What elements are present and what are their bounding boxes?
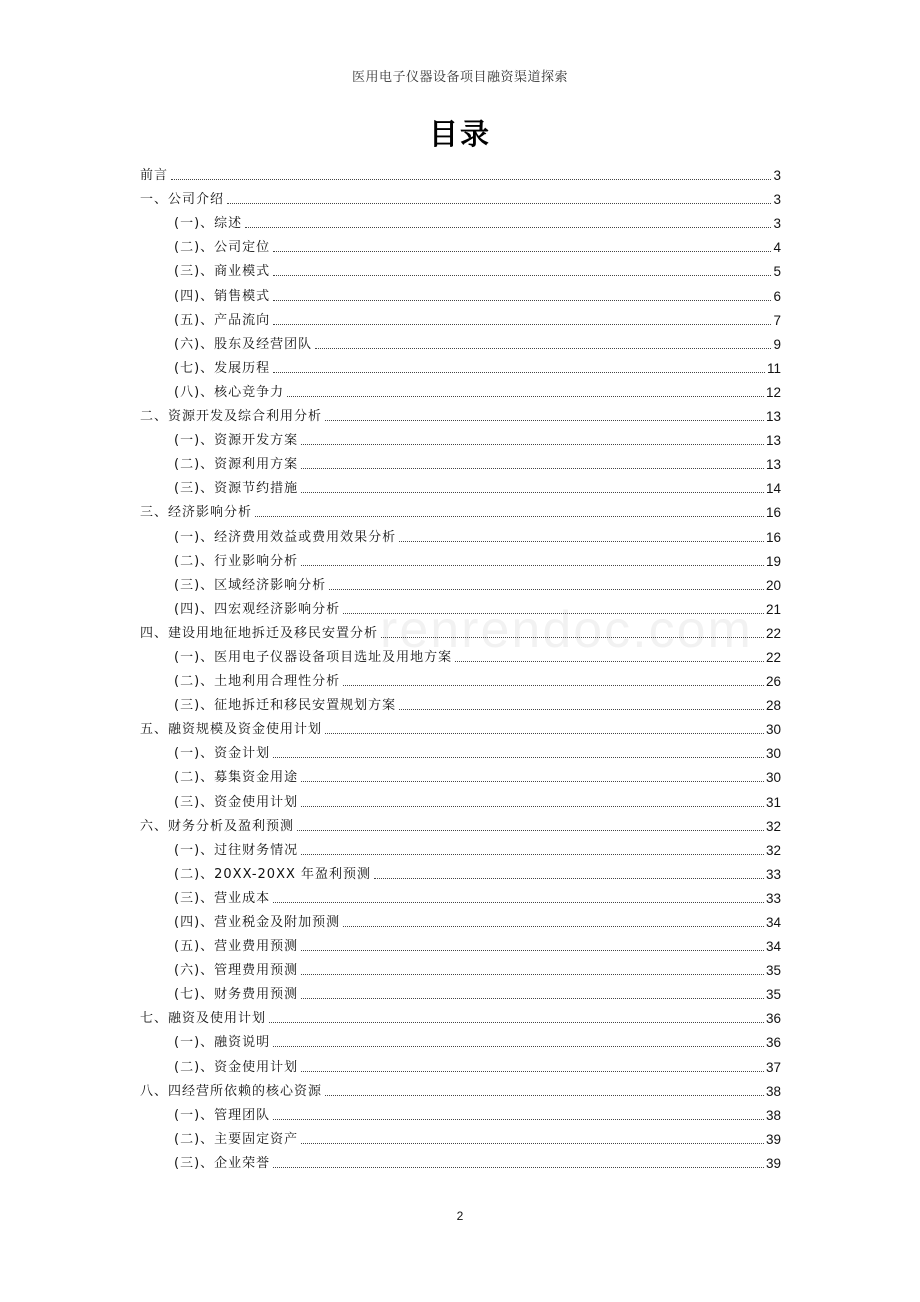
toc-entry-label: (六)、管理费用预测 — [174, 963, 299, 979]
toc-entry-label: (二)、资金使用计划 — [174, 1059, 299, 1075]
toc-subentry[interactable] — [140, 449, 781, 473]
toc-entry-page: 20 — [765, 577, 781, 593]
dot-leader — [273, 300, 771, 301]
toc-entry-page: 36 — [765, 1035, 781, 1051]
toc-entry-label: (四)、四宏观经济影响分析 — [174, 601, 341, 617]
toc-subentry[interactable] — [140, 305, 781, 329]
toc-entry-page: 28 — [765, 698, 781, 714]
toc-entry[interactable] — [140, 1003, 781, 1027]
dot-leader — [301, 444, 764, 445]
toc-subentry[interactable] — [140, 666, 781, 690]
toc-entry-page: 13 — [765, 457, 781, 473]
dot-leader — [301, 492, 764, 493]
toc-entry-label: 三、经济影响分析 — [140, 505, 253, 521]
dot-leader — [301, 974, 764, 975]
dot-leader — [245, 227, 771, 228]
toc-subentry[interactable] — [140, 570, 781, 594]
toc-entry-page: 16 — [765, 505, 781, 521]
toc-subentry[interactable] — [140, 762, 781, 786]
toc-subentry[interactable] — [140, 979, 781, 1003]
toc-entry[interactable] — [140, 184, 781, 208]
toc-entry-label: 七、融资及使用计划 — [140, 1011, 267, 1027]
toc-entry-page: 16 — [765, 529, 781, 545]
dot-leader — [297, 830, 764, 831]
toc-subentry[interactable] — [140, 690, 781, 714]
toc-entry-label: (一)、综述 — [174, 216, 243, 232]
dot-leader — [273, 1119, 764, 1120]
toc-subentry[interactable] — [140, 377, 781, 401]
toc-entry-page: 5 — [773, 264, 781, 280]
toc-entry-page: 26 — [765, 674, 781, 690]
toc-entry-page: 35 — [765, 963, 781, 979]
toc-entry[interactable] — [140, 1076, 781, 1100]
toc-subentry[interactable] — [140, 955, 781, 979]
dot-leader — [325, 733, 764, 734]
toc-entry-label: (一)、过往财务情况 — [174, 842, 299, 858]
toc-subentry[interactable] — [140, 208, 781, 232]
watermark: renrendoc.com — [380, 601, 753, 659]
toc-entry[interactable] — [140, 811, 781, 835]
toc-entry-label: (一)、资金计划 — [174, 746, 271, 762]
toc-entry-page: 39 — [765, 1155, 781, 1171]
dot-leader — [273, 251, 771, 252]
toc-subentry[interactable] — [140, 1100, 781, 1124]
toc-entry-page: 21 — [765, 601, 781, 617]
toc-subentry[interactable] — [140, 353, 781, 377]
toc-entry-label: (二)、主要固定资产 — [174, 1131, 299, 1147]
dot-leader — [273, 902, 764, 903]
toc-entry-label: (二)、募集资金用途 — [174, 770, 299, 786]
toc-entry-label: 六、财务分析及盈利预测 — [140, 818, 295, 834]
toc-entry-label: (一)、融资说明 — [174, 1035, 271, 1051]
toc-entry-page: 4 — [773, 240, 781, 256]
toc-subentry[interactable] — [140, 883, 781, 907]
toc-subentry[interactable] — [140, 859, 781, 883]
toc-entry-page: 19 — [765, 553, 781, 569]
toc-entry-label: (六)、股东及经营团队 — [174, 336, 313, 352]
toc-entry-label: (三)、征地拆迁和移民安置规划方案 — [174, 698, 397, 714]
dot-leader — [343, 926, 764, 927]
toc-entry-label: (二)、行业影响分析 — [174, 553, 299, 569]
toc-entry-page: 30 — [765, 746, 781, 762]
toc-subentry[interactable] — [140, 594, 781, 618]
toc-entry-label: (一)、医用电子仪器设备项目选址及用地方案 — [174, 649, 453, 665]
toc-entry-page: 31 — [765, 794, 781, 810]
toc-entry-label: (三)、资金使用计划 — [174, 794, 299, 810]
toc-entry-page: 11 — [766, 360, 781, 376]
toc-entry-label: (二)、资源利用方案 — [174, 457, 299, 473]
dot-leader — [381, 637, 764, 638]
toc-subentry[interactable] — [140, 256, 781, 280]
toc-subentry[interactable] — [140, 1124, 781, 1148]
toc-subentry[interactable] — [140, 521, 781, 545]
page-number: 2 — [456, 1209, 464, 1223]
dot-leader — [255, 516, 764, 517]
dot-leader — [301, 1071, 764, 1072]
toc-entry-page: 3 — [773, 216, 781, 232]
dot-leader — [374, 878, 764, 879]
toc-entry-page: 38 — [765, 1107, 781, 1123]
toc-entry-page: 3 — [773, 192, 781, 208]
dot-leader — [273, 757, 764, 758]
toc-entry-page: 34 — [765, 915, 781, 930]
dot-leader — [343, 613, 764, 614]
dot-leader — [171, 179, 771, 180]
toc-entry-label: 一、公司介绍 — [140, 192, 225, 208]
toc-subentry[interactable] — [140, 738, 781, 762]
toc-subentry[interactable] — [140, 1148, 781, 1172]
toc-entry-page: 36 — [765, 1011, 781, 1027]
dot-leader — [273, 1046, 764, 1047]
dot-leader — [325, 420, 764, 421]
toc-entry-label: (五)、产品流向 — [174, 312, 271, 328]
toc-entry-label: (五)、营业费用预测 — [174, 939, 299, 955]
toc-entry-label: 前言 — [140, 168, 169, 184]
toc-entry-label: (三)、资源节约措施 — [174, 481, 299, 497]
toc-entry[interactable] — [140, 497, 781, 521]
dot-leader — [301, 781, 764, 782]
toc-entry-label: 四、建设用地征地拆迁及移民安置分析 — [140, 625, 379, 641]
toc-entry-page: 7 — [773, 312, 781, 328]
toc-entry[interactable] — [140, 160, 781, 184]
toc-title: 目录 — [428, 117, 491, 151]
toc-entry-label: (七)、财务费用预测 — [174, 987, 299, 1003]
dot-leader — [287, 396, 764, 397]
toc-entry-label: 八、四经营所依赖的核心资源 — [140, 1083, 323, 1099]
dot-leader — [227, 203, 771, 204]
toc-subentry[interactable] — [140, 835, 781, 859]
dot-leader — [301, 565, 764, 566]
toc-entry-page: 39 — [765, 1131, 781, 1147]
dot-leader — [273, 324, 771, 325]
dot-leader — [273, 372, 765, 373]
toc-subentry[interactable] — [140, 232, 781, 256]
toc-entry-page: 14 — [765, 481, 781, 497]
toc-entry-page: 12 — [765, 384, 781, 400]
toc-subentry[interactable] — [140, 907, 781, 931]
toc-entry-label: (三)、营业成本 — [174, 890, 271, 906]
toc-subentry[interactable] — [140, 642, 781, 666]
toc-entry[interactable] — [140, 618, 781, 642]
toc-entry-page: 33 — [765, 890, 781, 906]
toc-entry-label: (二)、20XX-20XX 年盈利预测 — [174, 866, 372, 882]
toc-entry-page: 9 — [773, 336, 781, 352]
toc-entry-label: (二)、土地利用合理性分析 — [174, 674, 341, 690]
toc-subentry[interactable] — [140, 473, 781, 497]
dot-leader — [301, 950, 764, 951]
toc-entry-label: (三)、区域经济影响分析 — [174, 577, 327, 593]
toc-subentry[interactable] — [140, 425, 781, 449]
toc-entry[interactable] — [140, 401, 781, 425]
dot-leader — [399, 541, 764, 542]
toc-entry-label: (三)、企业荣誉 — [174, 1155, 271, 1171]
toc-entry-page: 6 — [773, 288, 781, 304]
dot-leader — [301, 468, 764, 469]
dot-leader — [343, 685, 764, 686]
toc-entry-page: 33 — [765, 866, 781, 882]
running-header: 医用电子仪器设备项目融资渠道探索 — [351, 70, 568, 85]
toc-entry-label: (七)、发展历程 — [174, 360, 271, 376]
toc-entry-label: 二、资源开发及综合利用分析 — [140, 409, 323, 425]
toc-entry-label: (一)、资源开发方案 — [174, 433, 299, 449]
toc-entry-page: 35 — [765, 987, 781, 1003]
toc-entry-page: 37 — [765, 1059, 781, 1075]
dot-leader — [273, 1167, 764, 1168]
toc-subentry[interactable] — [140, 786, 781, 810]
toc-entry-label: 五、融资规模及资金使用计划 — [140, 722, 323, 738]
toc-entry-page: 30 — [765, 722, 781, 738]
toc-entry-page: 22 — [765, 649, 781, 665]
toc-entry-page: 22 — [765, 625, 781, 641]
toc-subentry[interactable] — [140, 1051, 781, 1075]
toc-entry-page: 32 — [765, 842, 781, 858]
toc-entry-page: 38 — [765, 1083, 781, 1099]
dot-leader — [315, 348, 771, 349]
toc-entry-page: 3 — [773, 168, 781, 184]
toc-subentry[interactable] — [140, 1027, 781, 1051]
dot-leader — [329, 589, 764, 590]
toc-entry-label: (二)、公司定位 — [174, 240, 271, 256]
toc-entry-page: 30 — [765, 770, 781, 786]
toc-entry-label: (四)、营业税金及附加预测 — [174, 915, 341, 930]
dot-leader — [301, 854, 764, 855]
toc-entry-page: 13 — [765, 433, 781, 449]
toc-subentry[interactable] — [140, 546, 781, 570]
toc-entry[interactable] — [140, 714, 781, 738]
dot-leader — [325, 1095, 764, 1096]
dot-leader — [269, 1022, 764, 1023]
dot-leader — [301, 998, 764, 999]
toc-entry-label: (一)、管理团队 — [174, 1107, 271, 1123]
toc-entry-label: (三)、商业模式 — [174, 264, 271, 280]
dot-leader — [273, 275, 771, 276]
dot-leader — [399, 709, 764, 710]
dot-leader — [301, 806, 764, 807]
toc-entry-label: (一)、经济费用效益或费用效果分析 — [174, 529, 397, 545]
dot-leader — [455, 661, 764, 662]
toc-entry-label: (四)、销售模式 — [174, 288, 271, 304]
table-of-contents — [140, 160, 781, 1172]
dot-leader — [301, 1143, 764, 1144]
toc-subentry[interactable] — [140, 329, 781, 353]
toc-subentry[interactable] — [140, 280, 781, 304]
toc-entry-label: (八)、核心竞争力 — [174, 384, 285, 400]
toc-subentry[interactable] — [140, 931, 781, 955]
toc-entry-page: 13 — [765, 409, 781, 425]
toc-entry-page: 32 — [765, 818, 781, 834]
toc-entry-page: 34 — [765, 939, 781, 955]
